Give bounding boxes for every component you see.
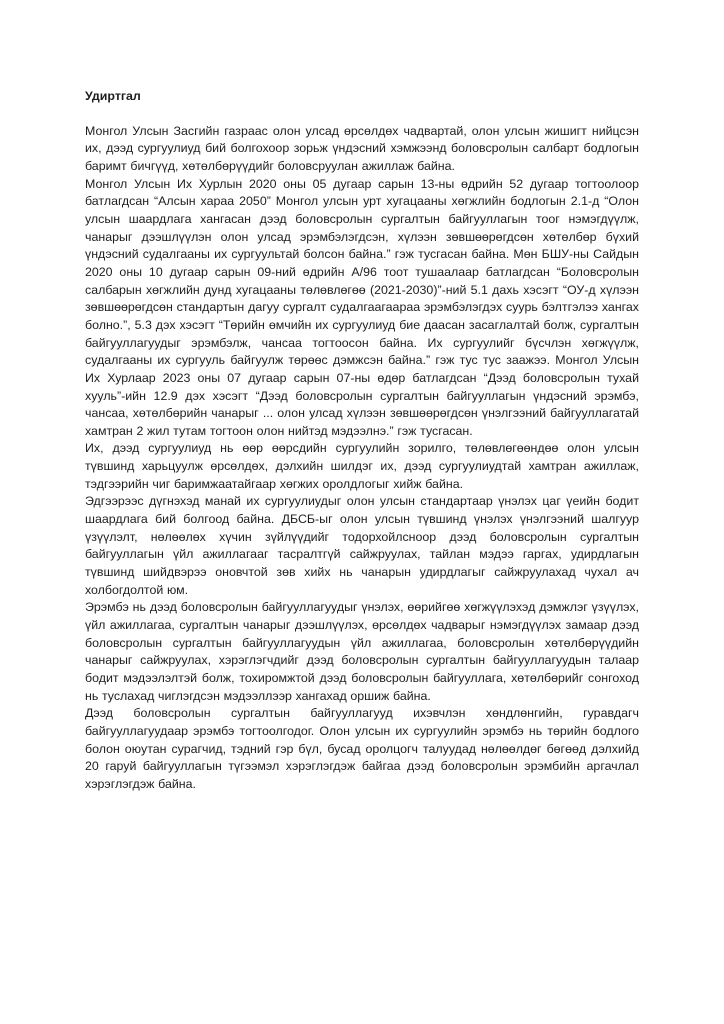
paragraph-ranking-organizations: Дээд боловсролын сургалтын байгууллагууд ихэвчлэн хөндлөнгийн, гуравдагч байгууллагуудаар эрэмбэ тогтоолгодог. Олон улсын их сургуулийн эрэмбэ нь төрийн бодлого болон оюутан сурагчид, тэдний гэр бүл, бусад оролцогч талуудад нөлөөлдөг бөгөөд дэлхийд 20 гаруй байгууллагын түгээмэл хэрэглэгдэж байгаа дээд боловсролын эрэмбийн аргачлал хэрэглэгдэж байна. xyxy=(85,706,639,791)
paragraph-ranking-purpose: Эрэмбэ нь дээд боловсролын байгууллагуудыг үнэлэх, өөрийгөө хөгжүүлэхэд дэмжлэг үзүүлэх, үйл ажиллагаа, сургалтын чанарыг дээшлүүлэх, өрсөлдөх чадварыг нэмэгдүүлэх замаар дээд боловсролын сургалтын байгууллагуудын үйл ажиллагаа, боловсролын хөтөлбөрүүдийн чанарыг сайжруулах, хэрэглэгчдийг дээд боловсролын сургалтын байгууллагуудын талаар бодит мэдээлэлтэй болж, тохиромжтой дээд боловсролын байгууллага, хөтөлбөрийг сонгоход нь туслахад чиглэгдсэн мэдээллээр хангахад оршиж байна. xyxy=(85,600,639,703)
paragraph-evaluation-need: Эдгээрээс дүгнэхэд манай их сургуулиудыг олон улсын стандартаар үнэлэх цаг үеийн бодит шаардлага бий болгоод байна. ДБСБ-ыг олон улсын түвшинд үнэлэх үнэлгээний шалгуур үзүүлэлт, нөлөөлөх хүчин зүйлүүдийг тодорхойлсноор дээд боловсролын сургалтын байгууллагын үйл ажиллагааг тасралтгүй сайжруулах, тайлан мэдээ гаргах, удирдлагын түвшинд шийдвэрээ оновчтой зөв хийх нь чанарын удирдлагыг сайжруулахад чухал ач холбогдолтой юм. xyxy=(85,494,639,597)
paragraph-intro-policy: Монгол Улсын Засгийн газраас олон улсад өрсөлдөх чадвартай, олон улсын жишигт нийцсэн их, дээд сургуулиуд бий болгохоор зорьж үндэсний хэмжээнд боловсролын салбарт бодлогын баримт бичгүүд, хөтөлбөрүүдийг боловсруулан ажиллаж байна. xyxy=(85,123,639,173)
paragraph-laws-resolutions: Монгол Улсын Их Хурлын 2020 оны 05 дугаар сарын 13-ны өдрийн 52 дугаар тогтоолоор батлагдсан “Алсын хараа 2050” Монгол улсын урт хугацааны хөгжлийн бодлогын 2.1-д “Олон улсын шаардлага хангасан дээд боловсролын сургалтын байгууллагын тоог нэмэгдүүлж, чанарыг дээшлүүлэн олон улсад эрэмбэлэгдсэн, хүлээн зөвшөөрөгдсөн хөтөлбөр бүхий үндэсний судалгааны их сургуультай болсон байна.” гэж тусгасан байна. Мөн БШУ-ны Сайдын 2020 оны 10 дугаар сарын 09-ний өдрийн А/96 тоот тушаалаар батлагдсан “Боловсролын салбарын хөгжлийн дунд хугацааны төлөвлөгөө (2021-2030)”-ний 5.1 дахь хэсэгт “ОУ-д хүлээн зөвшөөрөгдсөн стандартын дагуу сургалт судалгаагаараа эрэмбэлэгдэх суурь бэлтгэлээ хангах болно.”, 5.3 дэх хэсэгт “Төрийн өмчийн их сургуулиуд бие даасан засаглалтай болж, сургалтын байгууллагуудыг эрэмбэлж, чансаа тогтоосон байна. Их сургуулийг бүсчлэн хөгжүүлж, судалгааны их сургууль байгуулж төрөөс дэмжсэн байна.” гэж тус тус заажээ. Монгол Улсын Их Хурлаар 2023 оны 07 дугаар сарын 07-ны өдөр батлагдсан “Дээд боловсролын тухай хууль”-ийн 12.9 дэх хэсэгт “Дээд боловсролын сургалтын байгууллагын үндэсний эрэмбэ, чансаа, хөтөлбөрийн чанарыг ... олон улсад хүлээн зөвшөөрөгдсөн үнэлгээний байгууллагатай хамтран 2 жил тутам тогтоон олон нийтэд мэдээлнэ.” гэж тусгасан. xyxy=(85,176,639,438)
paragraph-university-goals: Их, дээд сургуулиуд нь өөр өөрсдийн сургуулийн зорилго, төлөвлөгөөндөө олон улсын түвшинд харьцуулж өрсөлдөх, дэлхийн шилдэг их, дээд сургуулиудтай хамтран ажиллаж, тэдгээрийн чиг баримжаатайгаар хөгжих оролдлогыг хийж байна. xyxy=(85,441,639,491)
section-title: Удиртгал xyxy=(85,89,141,103)
